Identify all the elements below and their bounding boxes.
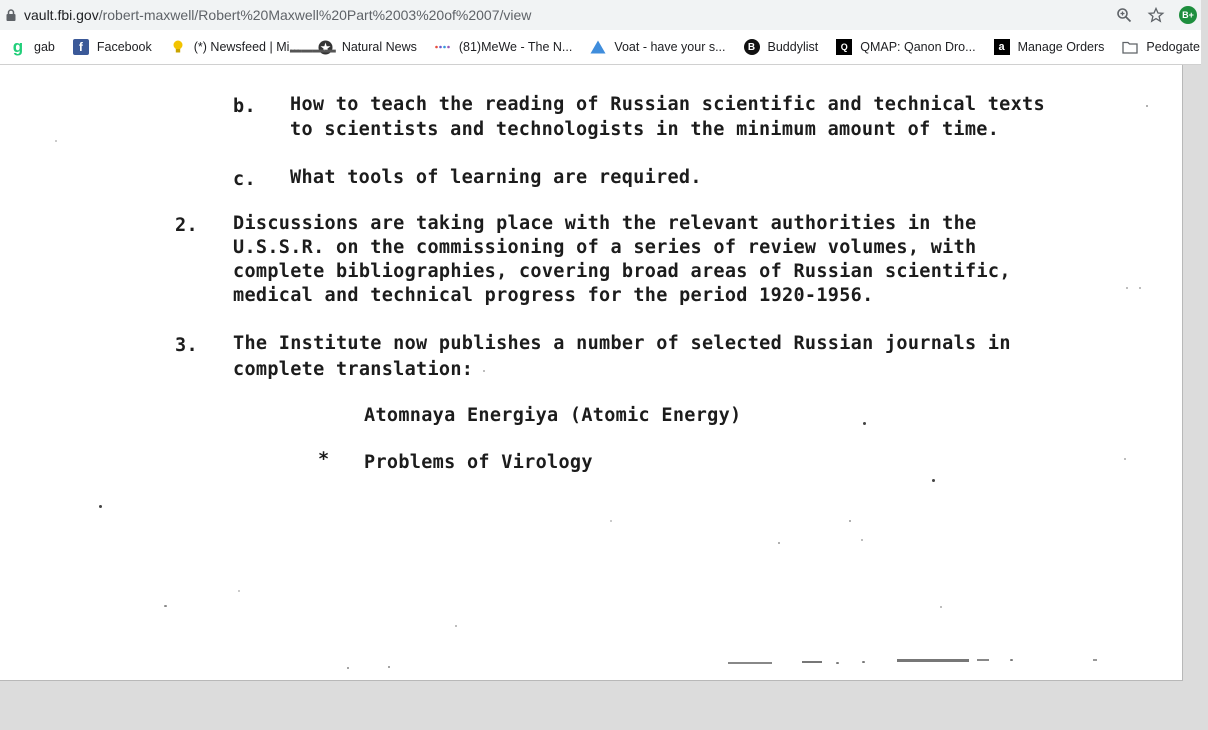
item-2-line-3: complete bibliographies, covering broad areas of Russian scientific, [233,261,1011,282]
bookmark-folder-pedogate[interactable] [1112,33,1208,61]
bookmark-buddylist[interactable] [734,33,827,61]
bookmark-label: gab [34,40,55,54]
journal-problems-of-virology: Problems of Virology [364,452,593,473]
item-2-marker: 2. [175,215,198,236]
bookmarks-bar [0,30,1201,65]
item-2-line-2: U.S.S.R. on the commissioning of a series of review volumes, with [233,237,977,258]
bookmark-label: (*) Newsfeed | Mi... [193,40,300,54]
viewer-background [0,681,1201,730]
bookmark-gab[interactable] [0,33,63,61]
item-b-line-2: to scientists and technologists in the minimum amount of time. [290,119,1000,140]
item-2-line-4: medical and technical progress for the period 1920-1956. [233,285,874,306]
item-2-line-1: Discussions are taking place with the relevant authorities in the [233,213,977,234]
document-viewer[interactable] [0,51,1183,681]
item-b-line-1: How to teach the reading of Russian scientific and technical texts [290,94,1045,115]
facebook-icon: f [73,39,89,55]
mewe-icon [435,39,451,55]
url-host: vault.fbi.gov [24,7,99,23]
item-b-marker: b. [233,96,256,117]
bookmark-label: Facebook [96,40,152,54]
qmap-icon: Q [836,39,852,55]
profile-avatar[interactable]: B+ [1179,6,1197,24]
item-c-line-1: What tools of learning are required. [290,167,702,188]
bookmark-voat[interactable] [580,33,733,61]
lightbulb-icon [170,39,186,55]
bookmark-label: Buddylist [767,40,819,54]
item-c-marker: c. [233,169,256,190]
bookmark-facebook[interactable] [63,33,160,61]
zoom-icon[interactable] [1115,6,1133,24]
bookmark-label: Voat - have your s... [614,40,726,54]
asterisk-marker: * [318,449,330,470]
bookmark-manage-orders[interactable] [984,33,1113,61]
lock-icon[interactable] [4,8,18,22]
bookmark-star-icon[interactable] [1147,6,1165,24]
address-bar-tools [1115,0,1201,30]
url-text[interactable] [24,7,531,23]
gab-icon: g [12,37,24,56]
bookmark-label: Manage Orders [1017,40,1105,54]
amazon-icon: a [994,39,1010,55]
journal-atomnaya-energiya: Atomnaya Energiya (Atomic Energy) [364,405,742,426]
item-3-line-1: The Institute now publishes a number of selected Russian journals in [233,333,1011,354]
bookmark-label: (81)MeWe - The N... [458,40,573,54]
voat-icon [590,39,606,55]
item-3-line-2: complete translation: [233,359,474,380]
url-path: /robert-maxwell/Robert%20Maxwell%20Part%2003%20of%2007/view [98,7,532,23]
bookmark-label: Natural News [341,40,417,54]
bookmark-newsfeed[interactable] [160,33,308,61]
bookmark-qmap[interactable] [826,33,983,61]
buddylist-icon: B [744,39,760,55]
item-3-marker: 3. [175,335,198,356]
address-bar[interactable] [0,0,1201,30]
cut-off-line-fragment: ▔▔▔▔ [290,51,336,72]
folder-icon [1122,39,1138,55]
bookmark-mewe[interactable] [425,33,580,61]
bookmark-label: Pedogate [1146,40,1200,54]
bookmark-label: QMAP: Qanon Dro... [860,40,976,54]
